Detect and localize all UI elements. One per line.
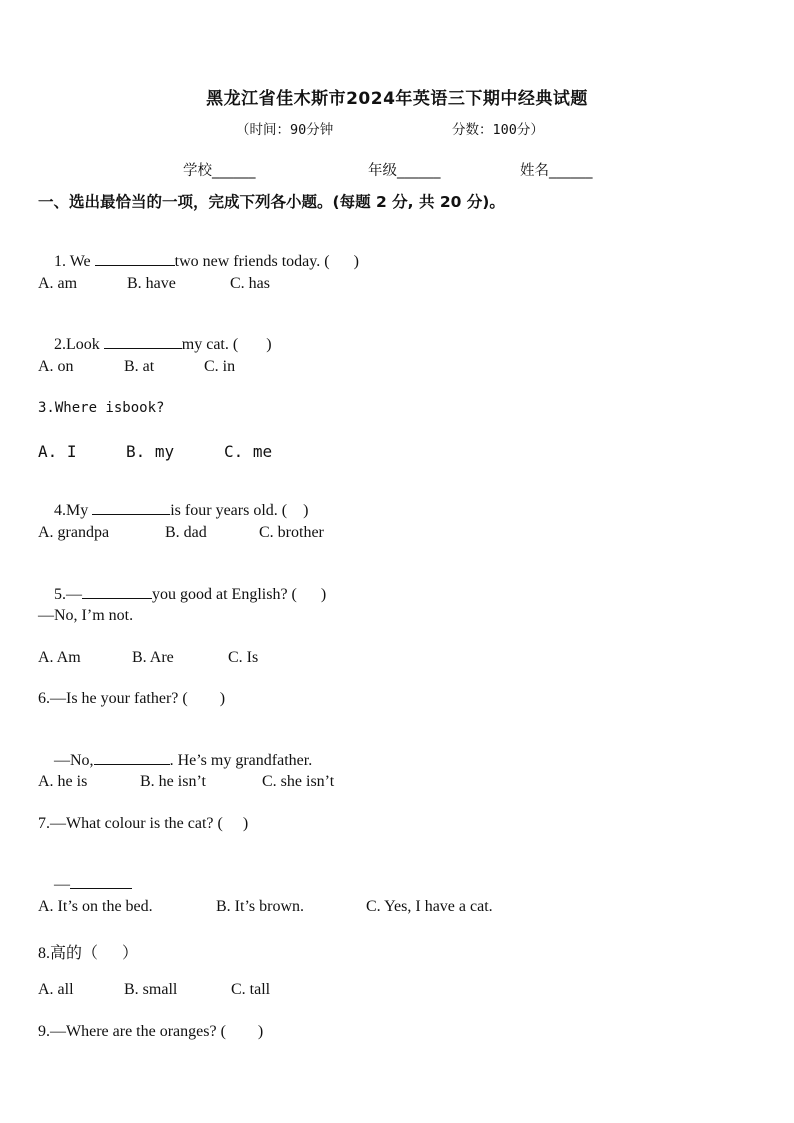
q7-option-a[interactable]: A. It’s on the bed.	[38, 898, 153, 915]
q6-option-c[interactable]: C. she isn’t	[262, 773, 335, 790]
section-heading: 一、选出最恰当的一项，完成下列各小题。(每题 2 分, 共 20 分)。	[38, 193, 505, 211]
answer-blank[interactable]	[92, 500, 170, 515]
question-2-post: my cat. ( )	[181, 336, 272, 353]
exam-time: （时间：90分钟	[236, 122, 334, 138]
q3-option-c[interactable]: C. me	[224, 442, 273, 461]
question-5-reply: —No, I’m not.	[38, 607, 134, 624]
q1-option-b[interactable]: B. have	[127, 275, 176, 292]
question-1	[38, 233, 359, 289]
question-5-pre: 5.—	[54, 586, 82, 603]
q4-option-b[interactable]: B. dad	[165, 524, 207, 541]
name-field[interactable]: 姓名______	[520, 163, 593, 179]
q2-option-c[interactable]: C. in	[204, 358, 236, 375]
answer-blank[interactable]	[95, 251, 175, 266]
q6-option-b[interactable]: B. he isn’t	[140, 773, 206, 790]
answer-blank[interactable]	[104, 334, 182, 349]
question-8: 8.高的（ ）	[38, 945, 139, 962]
q5-option-a[interactable]: A. Am	[38, 649, 81, 666]
q6-option-a[interactable]: A. he is	[38, 773, 88, 790]
q4-option-c[interactable]: C. brother	[259, 524, 324, 541]
q8-option-c[interactable]: C. tall	[231, 981, 271, 998]
question-1-pre: 1. We	[54, 253, 95, 270]
question-2-pre: 2.Look	[54, 336, 104, 353]
answer-blank[interactable]	[70, 874, 132, 889]
question-5-post: you good at English? ( )	[152, 586, 327, 603]
q7-option-c[interactable]: C. Yes, I have a cat.	[366, 898, 493, 915]
q2-option-a[interactable]: A. on	[38, 358, 74, 375]
question-6: 6.—Is he your father? ( )	[38, 690, 226, 707]
exam-score: 分数：100分）	[452, 122, 544, 138]
q8-option-b[interactable]: B. small	[124, 981, 178, 998]
grade-field[interactable]: 年级______	[368, 163, 441, 179]
answer-blank[interactable]	[94, 750, 170, 765]
q2-option-b[interactable]: B. at	[124, 358, 155, 375]
question-3: 3.Where isbook?	[38, 400, 165, 416]
school-field[interactable]: 学校______	[183, 163, 256, 179]
question-9: 9.—Where are the oranges? ( )	[38, 1023, 264, 1040]
question-6-reply-post: . He’s my grandfather.	[169, 752, 313, 769]
q1-option-a[interactable]: A. am	[38, 275, 78, 292]
exam-title: 黑龙江省佳木斯市2024年英语三下期中经典试题	[206, 89, 588, 109]
question-6-reply-pre: —No,	[54, 752, 94, 769]
q1-option-c[interactable]: C. has	[230, 275, 270, 292]
question-7: 7.—What colour is the cat? ( )	[38, 815, 249, 832]
answer-blank[interactable]	[82, 584, 152, 599]
q7-option-b[interactable]: B. It’s brown.	[216, 898, 304, 915]
question-4-pre: 4.My	[54, 502, 93, 519]
q8-option-a[interactable]: A. all	[38, 981, 74, 998]
q5-option-c[interactable]: C. Is	[228, 649, 259, 666]
q5-option-b[interactable]: B. Are	[132, 649, 174, 666]
question-4-post: is four years old. ( )	[170, 502, 309, 519]
q3-option-b[interactable]: B. my	[126, 442, 175, 461]
question-7-reply-pre: —	[54, 876, 70, 893]
question-1-post: two new friends today. ( )	[174, 253, 359, 270]
q3-option-a[interactable]: A. I	[38, 442, 77, 461]
q4-option-a[interactable]: A. grandpa	[38, 524, 110, 541]
